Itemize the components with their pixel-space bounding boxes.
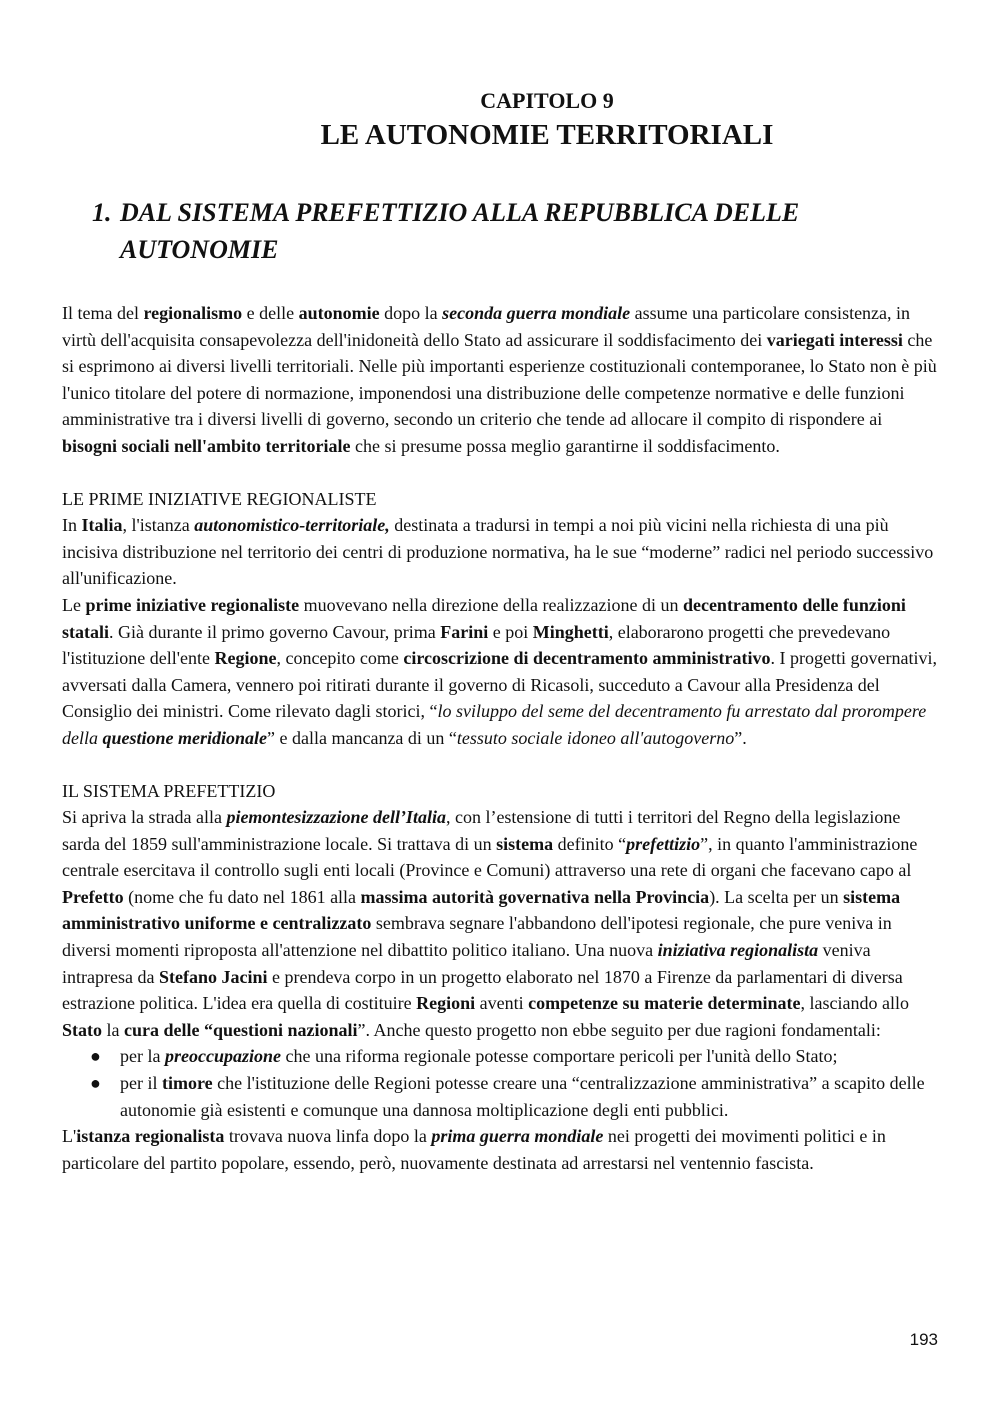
section-title xyxy=(120,194,938,268)
bold-term: Prefetto xyxy=(62,886,124,907)
paragraph-sistema-prefettizio xyxy=(62,804,938,1043)
bold-italic-term: autonomistico-territoriale, xyxy=(194,515,390,536)
text: Le xyxy=(62,594,86,615)
bold-italic-term: iniziativa regionalista xyxy=(657,940,819,961)
bold-term: sistema amministrativo uniforme e centralizzato xyxy=(62,886,901,934)
bold-term: sistema xyxy=(496,833,554,854)
bullet-marker: ● xyxy=(90,1046,101,1067)
bullet-list xyxy=(62,1043,938,1123)
text: che l'istituzione delle Regioni potesse creare una “centralizzazione amministrativa” a scapito delle autonomie già esistenti e comunque una dannosa moltiplicazione degli enti pubblici. xyxy=(120,1073,925,1120)
bold-italic-term: prefettizio xyxy=(626,833,701,854)
section-title-line2: AUTONOMIE xyxy=(120,235,279,264)
text: . I progetti governativi, avversati dalla Camera, vennero poi ritirati durante il governo di Ricasoli, succeduto a Cavour alla Presidenza del Consiglio dei ministri. Come rilevato dagli storici, “ xyxy=(62,648,937,722)
bold-term: prime iniziative regionaliste xyxy=(85,594,300,615)
bold-term: timore xyxy=(162,1073,213,1094)
text: aventi xyxy=(475,993,529,1014)
bold-term: istanza regionalista xyxy=(76,1126,225,1147)
text: , elaborarono progetti che prevedevano l'istituzione dell'ente xyxy=(62,621,891,669)
text: ). La scelta per un xyxy=(709,886,844,907)
text: trovava nuova linfa dopo la xyxy=(224,1126,432,1147)
bold-term: decentramento delle funzioni statali xyxy=(62,594,906,642)
text: nei progetti dei movimenti politici e in particolare del partito popolare, essendo, però, nuovamente destinata ad arrestarsi nel ventennio fascista. xyxy=(62,1126,886,1173)
text: destinata a tradursi in tempi a noi più vicini nella richiesta di una più incisiva distribuzione nel territorio dei centri di produzione normativa, ha le sue “moderne” radici nel periodo successivo all'unificazione. xyxy=(62,515,934,589)
text: ”. xyxy=(734,727,747,748)
bold-term: Minghetti xyxy=(532,621,609,642)
bold-term: competenze su materie determinate xyxy=(528,993,801,1014)
italic-quote: tessuto sociale idoneo all'autogoverno xyxy=(456,727,735,748)
text: che si esprimono ai diversi livelli territoriali. Nelle più importanti esperienze costituzionali contemporanee, lo Stato non è più l'unico titolare del potere di normazione, imponendosi una distribuzione delle competenze normative e delle funzioni amministrative tra i diversi livelli di governo, secondo un criterio che tende ad allocare il compito di rispondere ai xyxy=(62,329,937,430)
bold-term: regionalismo xyxy=(143,303,243,323)
chapter-title: LE AUTONOMIE TERRITORIALI xyxy=(320,119,774,151)
text: sembrava segnare l'abbandono dell'ipotesi regionale, che pure veniva in diversi momenti riproposta all'attenzione nel dibattito politico italiano. Una nuova xyxy=(62,913,892,961)
bold-italic-term: seconda guerra mondiale xyxy=(442,303,631,323)
section-title-line1: DAL SISTEMA PREFETTIZIO ALLA REPUBBLICA DELLE xyxy=(120,198,800,227)
text: (nome che fu dato nel 1861 alla xyxy=(123,886,361,907)
text: Si apriva la strada alla xyxy=(62,807,227,828)
bold-italic-term: piemontesizzazione dell’Italia xyxy=(226,807,446,828)
text: muovevano nella direzione della realizzazione di un xyxy=(299,594,683,615)
text: . Già durante il primo governo Cavour, prima xyxy=(109,621,441,642)
text: In xyxy=(62,515,82,536)
intro-paragraph xyxy=(62,300,938,460)
bold-term: cura delle “questioni nazionali xyxy=(124,1019,358,1040)
bold-italic-term: prima guerra mondiale xyxy=(431,1126,604,1147)
text: che una riforma regionale potesse comportare pericoli per l'unità dello Stato; xyxy=(280,1046,838,1067)
text: e prendeva corpo in un progetto elaborato nel 1870 a Firenze da parlamentari di diversa estrazione politica. L'idea era quella di costituire xyxy=(62,966,903,1014)
bold-term: circoscrizione di decentramento amministrativo xyxy=(403,648,771,669)
text: per il xyxy=(120,1073,162,1094)
paragraph-istanza-regionalista xyxy=(62,1123,938,1176)
list-item xyxy=(62,1070,938,1123)
bold-term: Stato xyxy=(62,1019,102,1040)
text: e poi xyxy=(488,621,533,642)
text: L' xyxy=(62,1126,77,1147)
text: per la xyxy=(120,1046,165,1067)
bold-term: massima autorità governativa nella Provincia xyxy=(360,886,710,907)
text: la xyxy=(102,1019,124,1040)
bullet-marker: ● xyxy=(90,1073,101,1094)
paragraph-italia xyxy=(62,512,938,592)
text: , lasciando allo xyxy=(800,993,909,1014)
bold-term: variegati interessi xyxy=(766,329,903,350)
section-heading xyxy=(92,194,938,268)
text: e delle xyxy=(242,303,299,323)
text: veniva intrapresa da xyxy=(62,940,871,987)
text: , concepito come xyxy=(276,648,404,669)
paragraph-prime-iniziative xyxy=(62,592,938,752)
text: dopo la xyxy=(379,303,443,323)
bold-term: bisogni sociali nell'ambito territoriale xyxy=(62,435,351,456)
text: definito “ xyxy=(553,833,627,854)
bold-italic-term: preoccupazione xyxy=(164,1046,281,1067)
text: ”, in quanto l'amministrazione centrale esercitava il controllo sugli enti locali (Province e Comuni) attraverso una rete di organi che facevano capo al xyxy=(62,833,918,881)
text: , l'istanza xyxy=(122,515,195,536)
bold-term: Farini xyxy=(440,621,489,642)
list-item xyxy=(62,1043,938,1070)
text: ”. Anche questo progetto non ebbe seguito per due ragioni fondamentali: xyxy=(357,1019,881,1040)
italic-quote: lo sviluppo del seme del decentramento fu arrestato dal prorompere della xyxy=(62,701,927,748)
text: Il tema del xyxy=(62,303,144,323)
page-number: 193 xyxy=(909,1330,938,1349)
chapter-label: CAPITOLO 9 xyxy=(480,88,614,113)
section-number: 1. xyxy=(92,198,112,227)
text: ” e dalla mancanza di un “ xyxy=(267,727,457,748)
subheading-prime-iniziative: LE PRIME INIZIATIVE REGIONALISTE xyxy=(62,488,377,509)
bold-term: Regioni xyxy=(416,993,476,1014)
text: , con l’estensione di tutti i territori del Regno della legislazione sarda del 1859 sull'amministrazione locale. Si trattava di un xyxy=(62,807,901,854)
bold-term: autonomie xyxy=(298,303,380,323)
text: assume una particolare consistenza, in virtù dell'acquisita consapevolezza dell'inidoneità dello Stato ad assicurare il soddisfacimento dei xyxy=(62,303,911,350)
bold-term: Stefano Jacini xyxy=(158,966,268,987)
bold-term: Regione xyxy=(214,648,277,669)
bold-term: Italia xyxy=(81,515,123,536)
text: che si presume possa meglio garantirne il soddisfacimento. xyxy=(350,435,780,456)
bold-italic-term: questione meridionale xyxy=(102,727,268,748)
subheading-sistema-prefettizio: IL SISTEMA PREFETTIZIO xyxy=(62,780,276,801)
